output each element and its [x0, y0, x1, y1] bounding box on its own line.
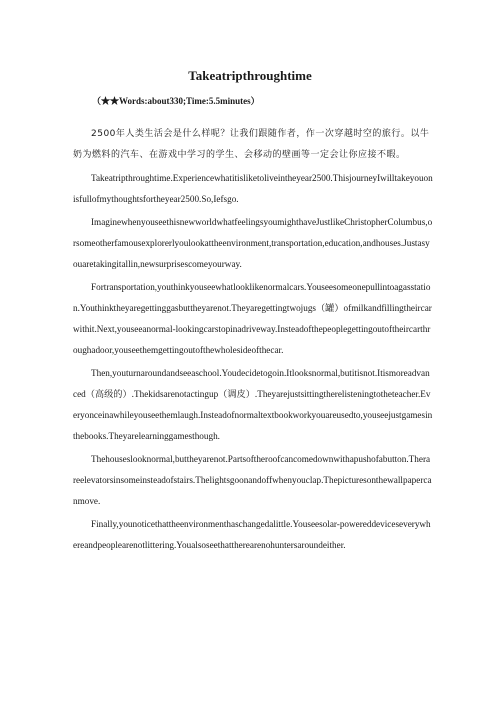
document-subtitle: （★★Words:about330;Time:5.5minutes） [92, 96, 260, 106]
body-paragraph: Finally,younoticethattheenvironmenthaschangedalittle.Youseesolar-powereddeviceseverywhereandpeoplearenotlittering.Youalsoseethattherearenohuntersaroundeither. [73, 519, 431, 550]
body-paragraph: Takeatripthroughtime.Experiencewhatitisliketoliveintheyear2500.ThisjourneyIwilltakeyouonisfullofmythoughtsfortheyear2500.So,Iefsgo. [73, 173, 433, 204]
body-paragraph: ImaginewhenyouseethisnewworldwhatfeelingsyoumighthaveJustlikeChristopherColumbus,orsomeotherfamousexplorerlyoulookattheenvironment,transportation,education,andhouses.Justasyouaretakingitallin,newsurprisescomeyourway. [73, 217, 433, 269]
body-paragraph: Fortransportation,youthinkyouseewhatlooklikenormalcars.Youseesomeonepullintoagasstation.Youthinktheyaregettinggasbuttheyarenot.Theyaregettingtwojugs（罐）ofmilkandfillingtheircarwithit.Next,youseeanormal-lookingcarstopinadriveway.Insteadofthepeoplegettingoutoftheircarthroughadoor,youseethemgettingoutofthewholesideofthecar. [73, 282, 432, 355]
body-paragraph: Thehouseslooknormal,buttheyarenot.Partsoftheroofcancomedownwithapushofabutton.Therareelevatorsinsomeinsteadofstairs.Thelightsgoonandoffwhenyouclap.Thepicturesonthewallpapercanmove. [73, 454, 432, 506]
intro-paragraph: 2500年人类生活会是什么样呢？让我们跟随作者，作一次穿越时空的旅行。以牛奶为燃料的汽车、在游戏中学习的学生、会移动的壁画等一定会让你应接不暇。 [73, 129, 430, 160]
document-title: Takeatripthroughtime [188, 68, 312, 83]
document-body [73, 124, 433, 558]
body-paragraph: Then,youturnaroundandseeaschool.Youdecidetogoin.Itlooksnormal,butitisnot.Itismoreadvanced（高级的）.Thekidsarenotactingup（调皮）.Theyarejustsittingtherelisteningtotheteacher.Everyonceinawhileyouseethemlaugh.Insteadofnormaltextbookworkyouareusedto,youseejustgamesinthebooks.Theyarelearninggamesthough. [73, 368, 433, 441]
